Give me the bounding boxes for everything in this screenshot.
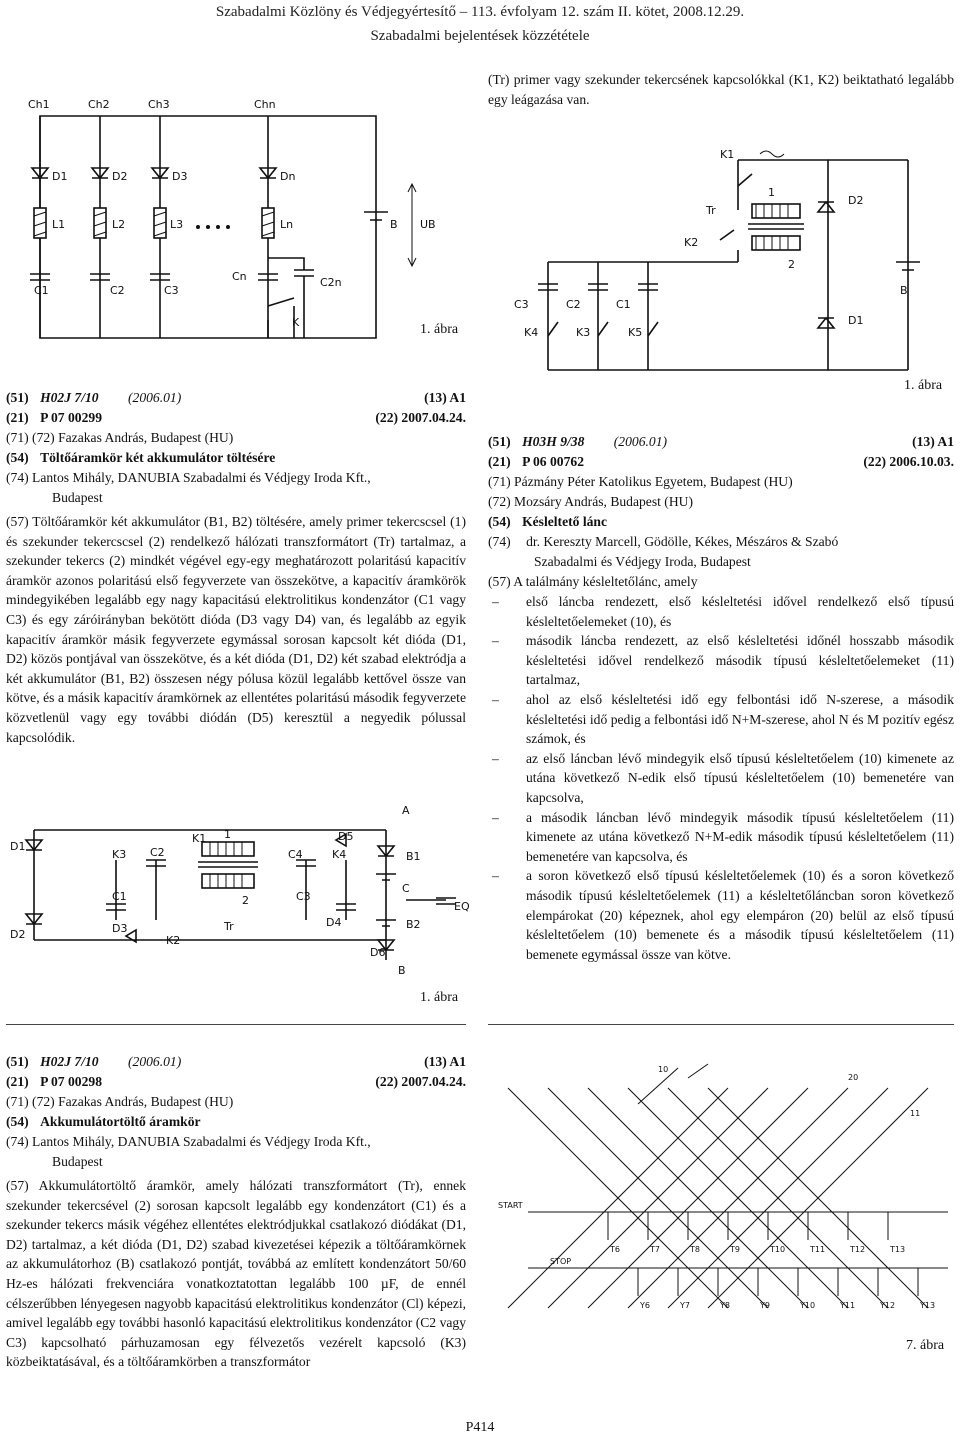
label-l1: L1 bbox=[52, 218, 66, 231]
section-header: Szabadalmi bejelentések közzététele bbox=[370, 28, 590, 44]
label-e1-c: C bbox=[402, 882, 410, 895]
entry3-applicant: (71) (72) Fazakas András, Budapest (HU) bbox=[6, 1094, 234, 1109]
entry1-f21: (21) bbox=[6, 410, 29, 425]
entry3-title-row bbox=[6, 1112, 466, 1132]
figure-caption-top-left: 1. ábra bbox=[420, 322, 459, 337]
figure-caption-entry1: 1. ábra bbox=[420, 990, 459, 1005]
entry2-f51: (51) bbox=[488, 434, 511, 449]
label-e1-c4: C4 bbox=[288, 848, 303, 861]
label-c3r: C3 bbox=[514, 298, 529, 311]
label-f7-y7: Y7 bbox=[680, 1301, 690, 1310]
label-f7-t12: T12 bbox=[850, 1245, 866, 1254]
label-f7-y13: Y13 bbox=[920, 1301, 936, 1310]
label-e1-one: 1 bbox=[224, 828, 231, 841]
entry3-representative-city: Budapest bbox=[52, 1154, 103, 1169]
label-f7-11: 11 bbox=[910, 1109, 921, 1118]
voltage-arrow bbox=[408, 184, 416, 266]
entry2-app-row bbox=[488, 452, 954, 472]
patent-entry-1 bbox=[6, 388, 466, 747]
entry2-app-number: P 06 00762 bbox=[522, 454, 584, 469]
entry1-kind: (13) A1 bbox=[424, 390, 466, 405]
entry3-f54: (54) bbox=[6, 1114, 29, 1129]
entry3-f51: (51) bbox=[6, 1054, 29, 1069]
label-e1-d1: D1 bbox=[10, 840, 26, 853]
circuit-figure-top-right bbox=[488, 140, 958, 390]
label-f7-t8: T8 bbox=[690, 1245, 700, 1254]
inductor-row bbox=[34, 208, 274, 238]
label-e1-k1: K1 bbox=[192, 832, 207, 845]
label-e1-k4: K4 bbox=[332, 848, 347, 861]
label-e1-d5: D5 bbox=[338, 830, 354, 843]
section-divider-right bbox=[488, 1024, 954, 1025]
label-e1-c1: C1 bbox=[112, 890, 127, 903]
entry2-title: Késleltető lánc bbox=[522, 514, 607, 529]
entry1-app-row bbox=[6, 408, 466, 428]
label-c2n: C2n bbox=[320, 276, 342, 289]
entry2-ipc-row bbox=[488, 432, 954, 452]
entry3-title: Akkumulátortöltő áramkör bbox=[40, 1114, 201, 1129]
transformer bbox=[748, 151, 804, 250]
label-e1-c2: C2 bbox=[150, 846, 165, 859]
diode-row-top bbox=[32, 168, 276, 178]
label-ln: Ln bbox=[280, 218, 294, 231]
entry-continuation-text: (Tr) primer vagy szekunder tekercsének kapcsolókkal (K1, K2) beiktatható legalább egy leágazása van. bbox=[488, 72, 954, 107]
entry1-representative: (74) Lantos Mihály, DANUBIA Szabadalmi és Védjegy Iroda Kft., bbox=[6, 470, 371, 485]
entry1-applicant: (71) (72) Fazakas András, Budapest (HU) bbox=[6, 430, 234, 445]
entry2-representative-row bbox=[488, 532, 954, 552]
label-f7-t11: T11 bbox=[810, 1245, 826, 1254]
entry2-inventor: (72) Mozsáry András, Budapest (HU) bbox=[488, 494, 693, 509]
label-f7-t10: T10 bbox=[770, 1245, 786, 1254]
delay-chain-figure bbox=[488, 1058, 958, 1328]
label-ch2: Ch2 bbox=[88, 98, 110, 111]
entry3-representative: (74) Lantos Mihály, DANUBIA Szabadalmi és Védjegy Iroda Kft., bbox=[6, 1134, 371, 1149]
entry1-representative-city: Budapest bbox=[52, 490, 103, 505]
label-cn: Cn bbox=[232, 270, 247, 283]
figure-caption-top-right: 1. ábra bbox=[904, 378, 943, 393]
capacitor-row bbox=[30, 258, 314, 338]
label-e1-b1: B1 bbox=[406, 850, 421, 863]
entry3-app-row bbox=[6, 1072, 466, 1092]
entry3-f21: (21) bbox=[6, 1074, 29, 1089]
entry3-kind: (13) A1 bbox=[424, 1054, 466, 1069]
label-br: B bbox=[900, 284, 908, 297]
entry2-f54: (54) bbox=[488, 514, 511, 529]
label-e1-d2: D2 bbox=[10, 928, 26, 941]
label-k1: K1 bbox=[720, 148, 735, 161]
entry1-title-row bbox=[6, 448, 466, 468]
entry2-ipc-version: (2006.01) bbox=[613, 434, 668, 449]
entry1-ipc-version: (2006.01) bbox=[128, 390, 182, 405]
entry1-app-number: P 07 00299 bbox=[40, 410, 102, 425]
entry2-ipc: H03H 9/38 bbox=[522, 434, 585, 449]
label-f7-10: 10 bbox=[658, 1065, 669, 1074]
label-f7-y12: Y12 bbox=[880, 1301, 896, 1310]
label-f7-start: START bbox=[498, 1201, 523, 1210]
entry1-transformer bbox=[198, 842, 258, 888]
entry2-claim-item-3: – ahol az első késleltetési idő egy felbontási idő N-szerese, a második késleltetési idő pedig a felbontási idő N+M-szerese, ahol N és M pozitív egész számok, és bbox=[488, 690, 954, 749]
section-divider-left bbox=[6, 1024, 466, 1025]
circuit-figure-top-left bbox=[0, 88, 470, 358]
patent-entry-3 bbox=[6, 1052, 466, 1372]
label-d3: D3 bbox=[172, 170, 188, 183]
label-c1: C1 bbox=[34, 284, 49, 297]
label-e1-k2: K2 bbox=[166, 934, 181, 947]
label-b: B bbox=[390, 218, 398, 231]
label-f7-y6: Y6 bbox=[640, 1301, 650, 1310]
entry2-f74: (74) bbox=[488, 534, 511, 549]
label-c2r: C2 bbox=[566, 298, 581, 311]
label-d2r: D2 bbox=[848, 194, 864, 207]
entry3-filing-date: (22) 2007.04.24. bbox=[375, 1074, 466, 1089]
entry2-claim-item-1: – első láncba rendezett, első késleltetési idővel rendelkező első típusú késleltetőelemeket (10), és bbox=[488, 592, 954, 631]
figure-caption-fig7: 7. ábra bbox=[906, 1338, 945, 1353]
label-f7-stop: STOP bbox=[550, 1257, 572, 1266]
label-k2: K2 bbox=[684, 236, 699, 249]
label-k4r: K4 bbox=[524, 326, 539, 339]
page-number: P414 bbox=[465, 1420, 495, 1435]
label-dn: Dn bbox=[280, 170, 296, 183]
entry2-claim-item-6: – a soron következő első típusú késleltetőelemek (10) és a soron következő második típusú késleltetőelemek (11) a késleltetőláncban soron következő elempárokat (20) képeznek, ahol egy elempáron (20) belül az első típusú késleltetőelem (10) bemenete és a második típusú késleltetőelem (11) bemenete egymással össze van kötve. bbox=[488, 866, 954, 964]
label-k: K bbox=[292, 316, 300, 329]
entry2-claim-item-2: – második láncba rendezett, az első késleltetési időnél hosszabb második késleltetési idővel rendelkező második típusú késleltetőelemeket (11) tartalmaz, bbox=[488, 631, 954, 690]
label-e1-c3: C3 bbox=[296, 890, 311, 903]
entry1-abstract: (57) Töltőáramkör két akkumulátor (B1, B2) töltésére, amely primer tekercscsel (1) és szekunder tekercscsel (2) rendelkező hálózati transzformátort (Tr) tartalmaz, a szekunder tekercs (2) mindkét végével egy-egy meghatározott polaritású kapacitív áramkör azonos polaritású első fegyverzete van összekötve, a kapacitív áramkörök mindegyikében legalább egy nagy kapacitású elektrolitikus kondenzátor (C1 vagy C3) és egy záróirányban bekötött dióda (D3 vagy D4) van, és legalább az egyik kapacitív áramkör másik fegyverzete egymással sorosan kapcsolt két dióda (D1, D2) közös pontjával van összekötve, és a két dióda (D1, D2) két szabad elektródja a két akkumulátor (B1, B2) összesen négy pólusa közül legalább kettővel össze van kötve, és a másik kapacitív áramkörnek az ellentétes polaritású második fegyverzete közvetlenül vagy egy további diódán (D5) keresztül a negyedik pólussal kapcsolódik. bbox=[6, 514, 466, 745]
journal-header: Szabadalmi Közlöny és Védjegyértesítő – 113. évfolyam 12. szám II. kötet, 2008.12.29. bbox=[215, 4, 745, 20]
label-e1-d3: D3 bbox=[112, 922, 128, 935]
label-ub: UB bbox=[420, 218, 436, 231]
label-f7-t9: T9 bbox=[730, 1245, 740, 1254]
label-ch1: Ch1 bbox=[28, 98, 50, 111]
entry1-f54: (54) bbox=[6, 450, 29, 465]
label-e1-d4: D4 bbox=[326, 916, 342, 929]
entry3-ipc-row bbox=[6, 1052, 466, 1072]
label-f7-t13: T13 bbox=[890, 1245, 906, 1254]
label-chn: Chn bbox=[254, 98, 276, 111]
delay-chain-grid bbox=[508, 1064, 948, 1308]
label-c1r: C1 bbox=[616, 298, 631, 311]
entry1-ipc-row bbox=[6, 388, 466, 408]
label-f7-y8: Y8 bbox=[720, 1301, 730, 1310]
entry3-abstract: (57) Akkumulátortöltő áramkör, amely hálózati transzformátort (Tr), ennek szekunder tekercsével (2) sorosan kapcsolt legalább egy kondenzátort (C1) és a szekunder tekercs másik végéhez ellentétes elektródjukkal csatlakozó diódákat (D1, D2) tartalmaz, a két dióda (D1, D2) szabad kivezetései képezik a töltőáramkörnek az akkumulátorhoz (B) csatlakozó pontját, továbbá az említett kondenzátort 50/60 Hz-es hálózati frekvenciára vonatkoztatottan legalább 100 µF, de ennél célszerűbben lényegesen nagyobb kapacitású elektrolitikus kondenzátor (Cl) képezi, amivel legalább egy további hasonló kapacitású elektrolitikus kondenzátor (C2 vagy C3) kapcsolható párhuzamosan egy félvezetős vezérelt kapcsoló (K3) közbeiktatásával, és a töltőáramkörben a transzformátor bbox=[6, 1178, 466, 1370]
entry3-app-number: P 07 00298 bbox=[40, 1074, 102, 1089]
entry2-claim-item-4: – az első láncban lévő mindegyik első típusú késleltetőelem (10) kimenete az utána következő N-edik első típusú késleltetőelem (10) bemenetére van kapcsolva, bbox=[488, 749, 954, 808]
entry1-title: Töltőáramkör két akkumulátor töltésére bbox=[40, 450, 276, 465]
entry2-f21: (21) bbox=[488, 454, 511, 469]
entry2-kind: (13) A1 bbox=[912, 434, 954, 449]
label-ch3: Ch3 bbox=[148, 98, 170, 111]
entry1-filing-date: (22) 2007.04.24. bbox=[375, 410, 466, 425]
label-e1-eq: EQ bbox=[454, 900, 470, 913]
label-e1-d6: D6 bbox=[370, 946, 386, 959]
label-one: 1 bbox=[768, 186, 775, 199]
label-k5r: K5 bbox=[628, 326, 643, 339]
label-f7-t7: T7 bbox=[650, 1245, 660, 1254]
entry2-filing-date: (22) 2006.10.03. bbox=[863, 454, 954, 469]
entry2-claim-item-5: – a második láncban lévő mindegyik második típusú késleltetőelem (11) kimenete az utána következő N+M-edik második típusú késleltetőelem (11) bemenetére van kapcsolva, és bbox=[488, 808, 954, 867]
entry2-representative: dr. Kereszty Marcell, Gödölle, Kékes, Mészáros & Szabó bbox=[526, 534, 839, 549]
entry2-representative-office: Szabadalmi és Védjegy Iroda, Budapest bbox=[534, 554, 751, 569]
label-c3: C3 bbox=[164, 284, 179, 297]
label-e1-tr: Tr bbox=[224, 920, 234, 933]
label-f7-t6: T6 bbox=[610, 1245, 620, 1254]
label-tr: Tr bbox=[706, 204, 716, 217]
label-e1-k3: K3 bbox=[112, 848, 127, 861]
label-f7-20: 20 bbox=[848, 1073, 859, 1082]
entry3-ipc-version: (2006.01) bbox=[128, 1054, 182, 1069]
entry3-ipc: H02J 7/10 bbox=[40, 1054, 99, 1069]
label-e1-b: B bbox=[398, 964, 406, 977]
label-f7-y10: Y10 bbox=[800, 1301, 816, 1310]
label-f7-y9: Y9 bbox=[760, 1301, 770, 1310]
label-l2: L2 bbox=[112, 218, 126, 231]
label-k3r: K3 bbox=[576, 326, 591, 339]
label-d1: D1 bbox=[52, 170, 68, 183]
label-e1-a: A bbox=[402, 804, 410, 817]
label-f7-y11: Y11 bbox=[840, 1301, 856, 1310]
entry2-title-row bbox=[488, 512, 954, 532]
label-e1-two: 2 bbox=[242, 894, 249, 907]
entry2-claim-intro: (57) A találmány késleltetőlánc, amely bbox=[488, 574, 698, 589]
entry1-f51: (51) bbox=[6, 390, 29, 405]
label-c2: C2 bbox=[110, 284, 125, 297]
circuit-figure-entry1 bbox=[6, 800, 476, 980]
label-d1r: D1 bbox=[848, 314, 864, 327]
label-l3: L3 bbox=[170, 218, 184, 231]
entry1-ipc: H02J 7/10 bbox=[40, 390, 99, 405]
label-two: 2 bbox=[788, 258, 795, 271]
entry2-applicant: (71) Pázmány Péter Katolikus Egyetem, Budapest (HU) bbox=[488, 474, 793, 489]
patent-entry-2 bbox=[488, 432, 954, 964]
label-e1-b2: B2 bbox=[406, 918, 421, 931]
label-d2: D2 bbox=[112, 170, 128, 183]
circuit-wires-right bbox=[548, 160, 908, 370]
